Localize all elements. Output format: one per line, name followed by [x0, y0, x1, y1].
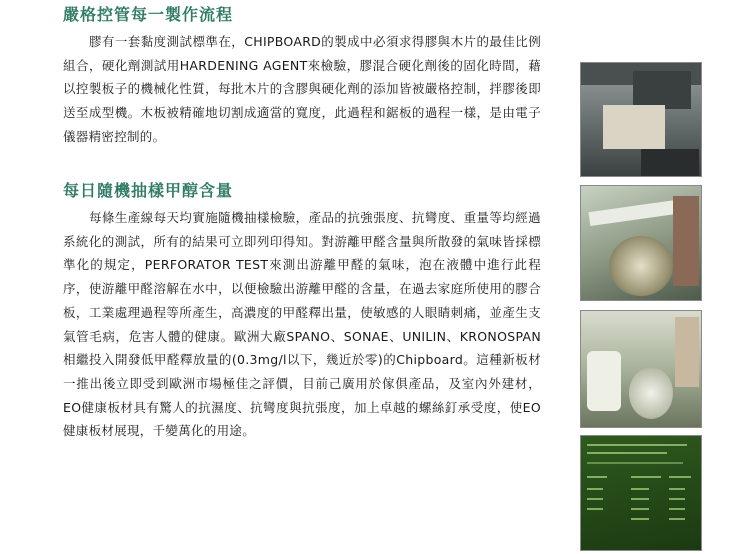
section-heading: 嚴格控管每一製作流程: [63, 5, 234, 24]
test-results-screen-photo: [580, 435, 702, 551]
section-paragraph: 膠有一套黏度測試標準在，CHIPBOARD的製成中必須求得膠與木片的最佳比例組合，硬化劑測試用HARDENING AGENT來檢驗，膠混合硬化劑後的固化時間，藉以控製板子的機械化性質，每批木片的含膠與硬化劑的添加皆被嚴格控制，拌膠後即送至成型機。木板被精確地切割成適當的寬度，此過程和鋸板的過程一樣，是由電子儀器精密控制的。: [63, 34, 541, 144]
lab-glassware-photo: [580, 310, 702, 428]
board-testing-machine-photo: [580, 62, 702, 177]
lab-flask-photo: [580, 185, 702, 301]
section-formaldehyde-sampling: [63, 180, 541, 443]
section-process-control: [63, 4, 541, 149]
section-paragraph: 每條生產線每天均實施隨機抽樣檢驗，產品的抗強張度、抗彎度、重量等均經過系統化的測試，所有的結果可立即列印得知。對游離甲醛含量與所散發的氣味皆採標準化的規定，PERFORATOR TEST來測出游離甲醛的氣味，泡在液體中進行此程序，使游離甲醛溶解在水中，以便檢驗出游離甲醛的含量，在過去家庭所使用的膠合板，工業處理過程等所產生，高濃度的甲醛釋出量，使敏感的人眼睛刺痛，並產生支氣管毛病，危害人體的健康。歐洲大廠SPANO、SONAE、UNILIN、KRONOSPAN相繼投入開發低甲醛釋放量的(0.3mg/l以下，幾近於零)的Chipboard。這種新板材一推出後立即受到歐洲市場極佳之評價，目前己廣用於傢俱產品，及室內外建材，EO健康板材具有驚人的抗濕度、抗彎度與抗張度，加上卓越的螺絲釘承受度，使EO健康板材展現，千變萬化的用途。: [63, 210, 541, 439]
section-heading: 每日隨機抽樣甲醇含量: [63, 181, 234, 200]
